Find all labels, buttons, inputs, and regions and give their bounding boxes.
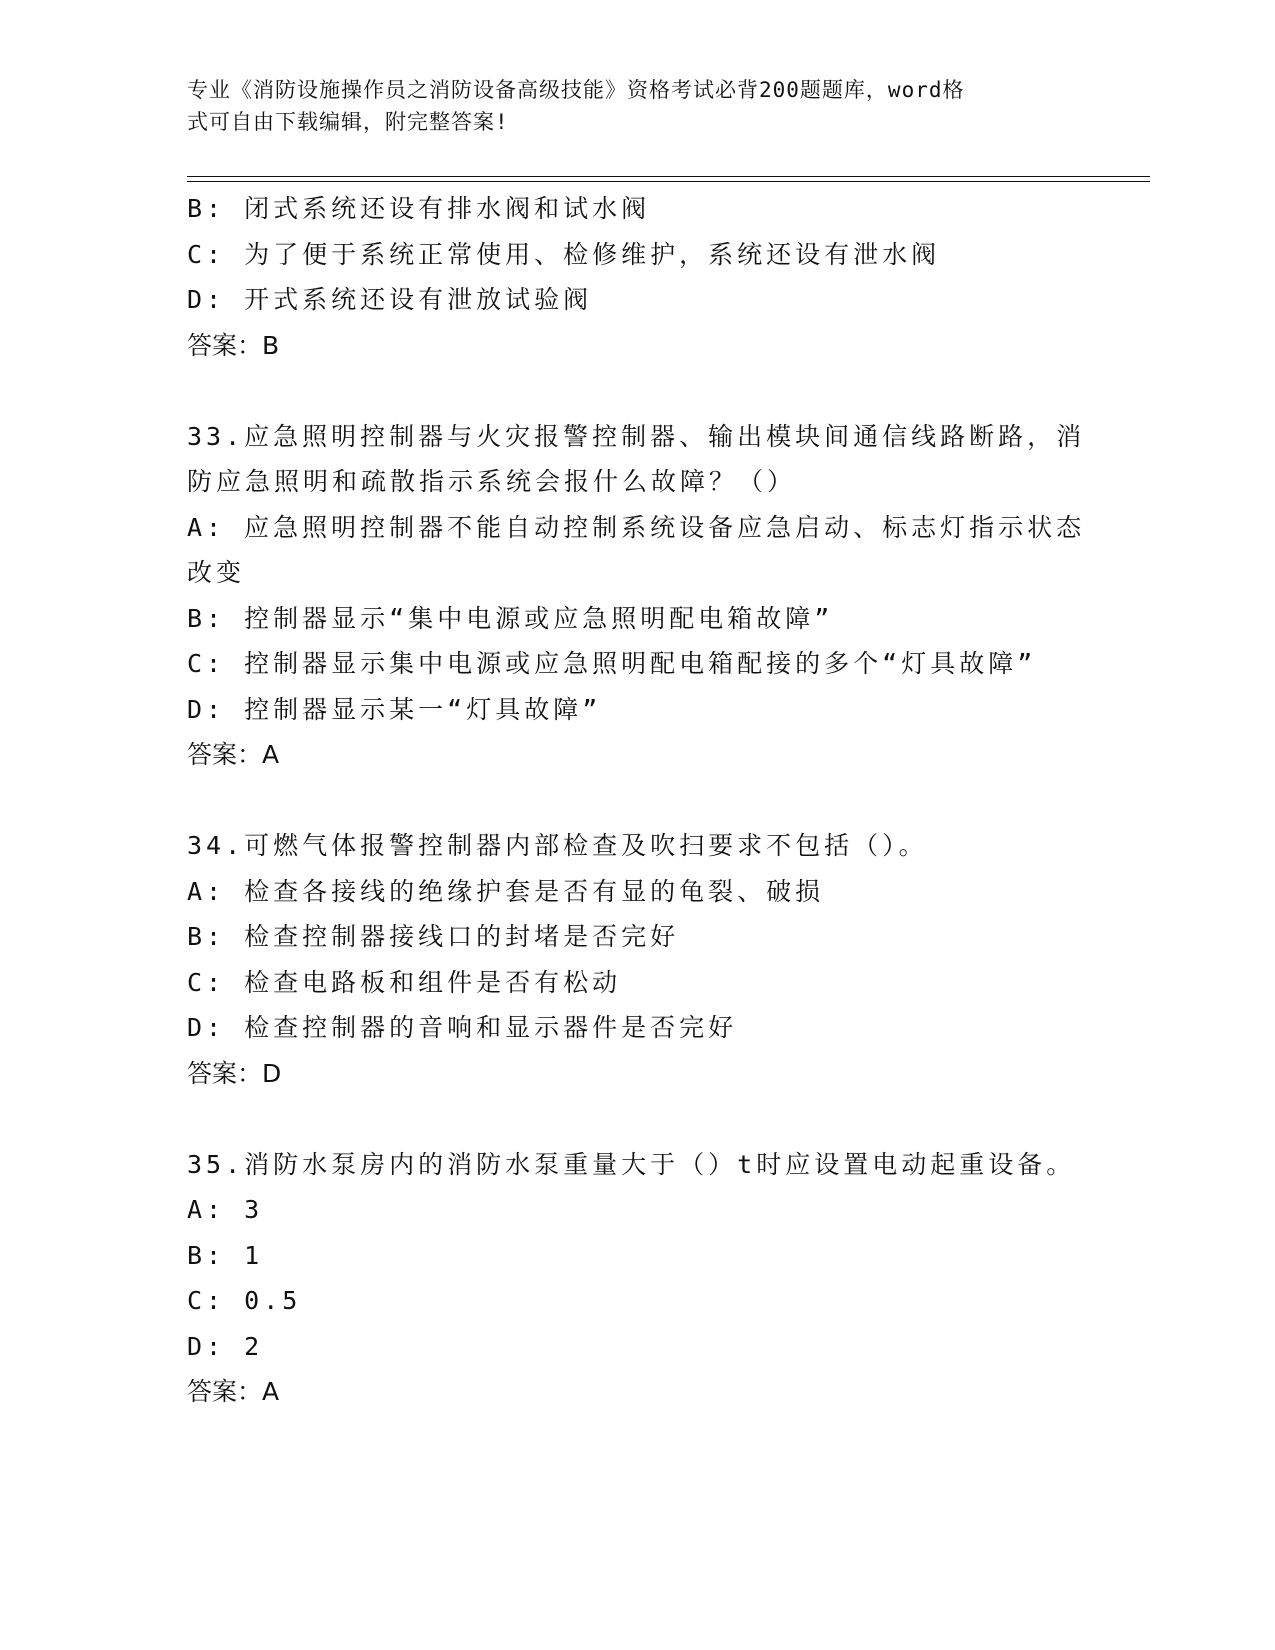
spacer [187, 368, 1087, 414]
q35-option-a: A: 3 [187, 1195, 264, 1224]
q32-answer: 答案：B [187, 330, 280, 360]
q34-option-d: D: 检查控制器的音响和显示器件是否完好 [187, 1013, 738, 1042]
q32-option-d: D: 开式系统还设有泄放试验阀 [187, 285, 593, 314]
q33-option-a-line-1: A: 应急照明控制器不能自动控制系统设备应急启动、标志灯指示状态 [187, 512, 1086, 542]
q33-question-line-2: 防应急照明和疏散指示系统会报什么故障？（） [187, 467, 797, 496]
spacer [187, 1096, 1087, 1142]
question-35-block [187, 1142, 1087, 1415]
q33-option-b: B: 控制器显示“集中电源或应急照明配电箱故障” [187, 603, 834, 633]
header-divider-bottom [187, 181, 1150, 182]
question-33-block [187, 414, 1087, 778]
q35-question: 35.消防水泵房内的消防水泵重量大于（）t时应设置电动起重设备。 [187, 1149, 1076, 1179]
q35-answer: 答案：A [187, 1377, 280, 1406]
q35-option-b: B: 1 [187, 1240, 264, 1270]
q33-answer: 答案：A [187, 740, 280, 769]
q33-option-c: C: 控制器显示集中电源或应急照明配电箱配接的多个“灯具故障” [187, 649, 1037, 678]
spacer [187, 778, 1087, 824]
header-line-1: 专业《消防设施操作员之消防设备高级技能》资格考试必背200题题库，word格 [187, 78, 965, 102]
q32-option-c: C: 为了便于系统正常使用、检修维护，系统还设有泄水阀 [187, 239, 941, 269]
q35-option-d: D: 2 [187, 1331, 264, 1361]
q34-option-c: C: 检查电路板和组件是否有松动 [187, 967, 622, 997]
q33-question-line-1: 33.应急照明控制器与火灾报警控制器、输出模块间通信线路断路，消 [187, 421, 1086, 451]
header-line-2: 式可自由下载编辑，附完整答案! [187, 110, 509, 134]
question-list [187, 186, 1087, 1415]
q34-answer: 答案：D [187, 1058, 282, 1088]
q34-question: 34.可燃气体报警控制器内部检查及吹扫要求不包括（）。 [187, 831, 928, 860]
question-32-block [187, 186, 1087, 368]
q33-option-d: D: 控制器显示某一“灯具故障” [187, 694, 602, 724]
header-divider-top [187, 176, 1150, 177]
document-header [187, 74, 1067, 138]
q32-option-b: B: 闭式系统还设有排水阀和试水阀 [187, 194, 651, 223]
q34-option-b: B: 检查控制器接线口的封堵是否完好 [187, 922, 680, 951]
q33-option-a-line-2: 改变 [187, 558, 246, 587]
question-34-block [187, 823, 1087, 1096]
q35-option-c: C: 0.5 [187, 1286, 302, 1315]
q34-option-a: A: 检查各接线的绝缘护套是否有显的龟裂、破损 [187, 876, 825, 906]
